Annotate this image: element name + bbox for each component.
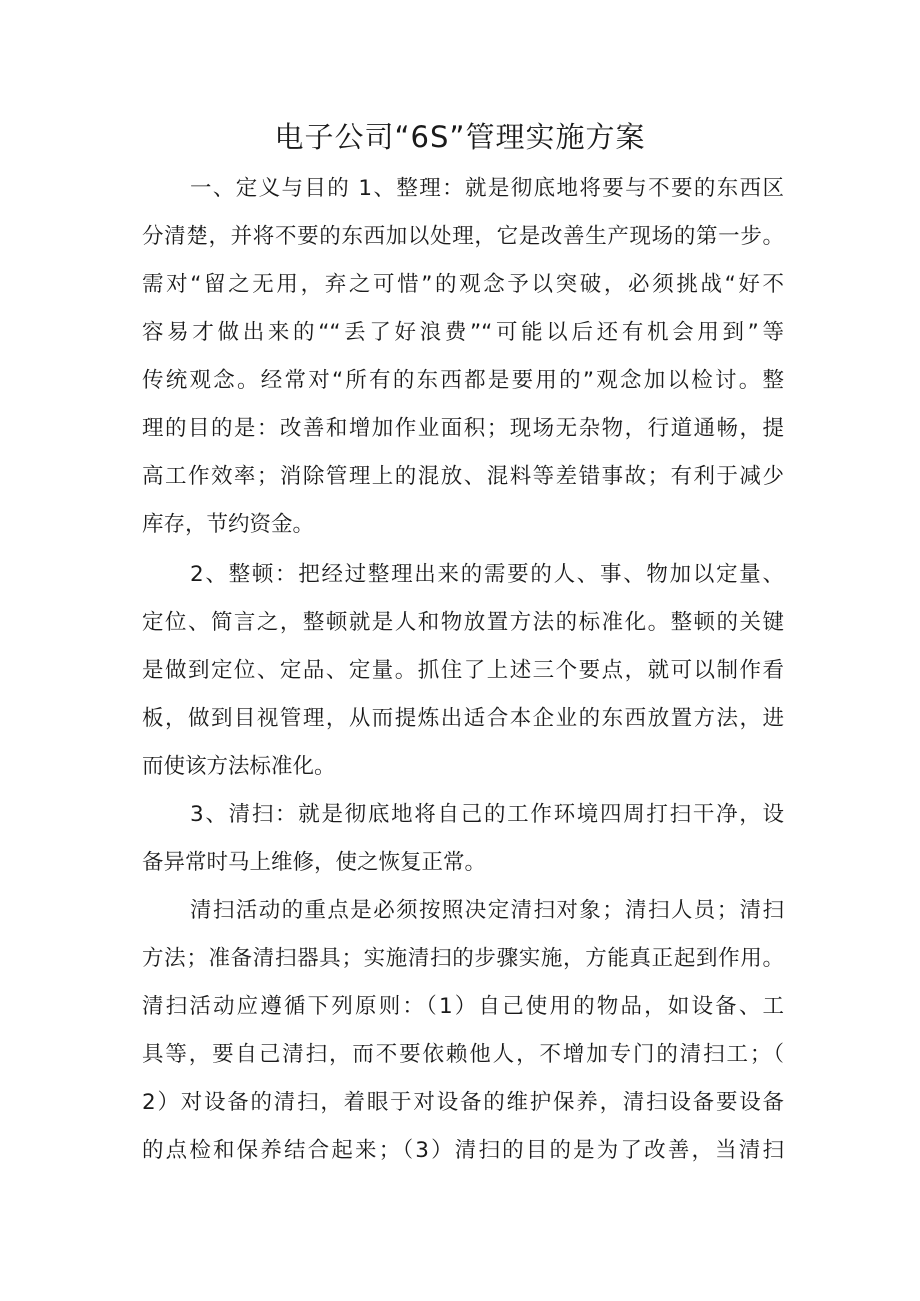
paragraph-line: 而使该方法标准化。 <box>142 754 336 779</box>
paragraph-line: 清扫活动应遵循下列原则：（1）自己使用的物品，如设备、工 <box>142 994 784 1019</box>
paragraph-line: 板，做到目视管理，从而提炼出适合本企业的东西放置方法，进 <box>142 706 784 731</box>
paragraph-line: 清扫活动的重点是必须按照决定清扫对象；清扫人员；清扫 <box>190 898 784 923</box>
paragraph-line: 库存，节约资金。 <box>142 512 315 537</box>
paragraph-line: 的点检和保养结合起来；（3）清扫的目的是为了改善，当清扫 <box>142 1138 784 1163</box>
paragraph-line: 2）对设备的清扫，着眼于对设备的维护保养，清扫设备要设备 <box>142 1090 784 1115</box>
document-title: 电子公司“6S”管理实施方案 <box>274 120 646 154</box>
paragraph-line: 备异常时马上维修，使之恢复正常。 <box>142 850 487 875</box>
paragraph-line: 传统观念。经常对“所有的东西都是要用的”观念加以检讨。整 <box>142 368 784 393</box>
paragraph-line: 定位、简言之，整顿就是人和物放置方法的标准化。整顿的关键 <box>142 610 784 635</box>
paragraph-line: 容易才做出来的““丢了好浪费”“可能以后还有机会用到”等 <box>142 320 784 345</box>
paragraph-line: 3、清扫：就是彻底地将自己的工作环境四周打扫干净，设 <box>190 802 784 827</box>
paragraph-line: 高工作效率；消除管理上的混放、混料等差错事故；有利于减少 <box>142 464 784 489</box>
paragraph-line: 2、整顿：把经过整理出来的需要的人、事、物加以定量、 <box>190 562 784 587</box>
paragraph-line: 一、定义与目的 1、整理：就是彻底地将要与不要的东西区 <box>190 176 784 201</box>
paragraph-line: 具等，要自己清扫，而不要依赖他人，不增加专门的清扫工；（ <box>142 1042 784 1067</box>
paragraph-line: 是做到定位、定品、定量。抓住了上述三个要点，就可以制作看 <box>142 658 784 683</box>
paragraph-line: 方法；准备清扫器具；实施清扫的步骤实施，方能真正起到作用。 <box>142 946 784 971</box>
paragraph-line: 理的目的是：改善和增加作业面积；现场无杂物，行道通畅，提 <box>142 416 784 441</box>
paragraph-line: 需对“留之无用，弃之可惜”的观念予以突破，必须挑战“好不 <box>142 272 784 297</box>
paragraph-line: 分清楚，并将不要的东西加以处理，它是改善生产现场的第一步。 <box>142 224 784 249</box>
